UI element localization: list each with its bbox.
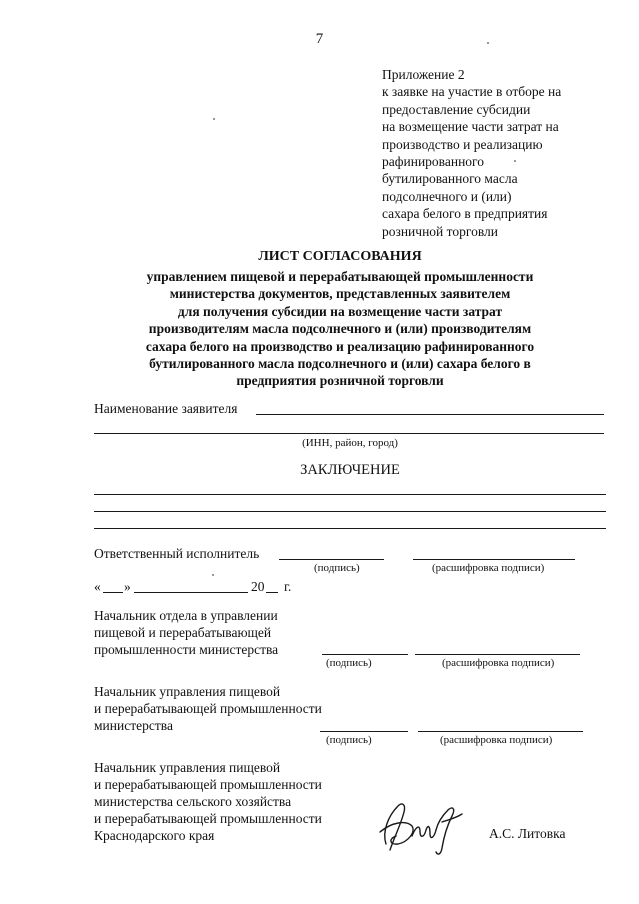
date-year-suffix: г. [284,579,292,594]
responsible-signature-field[interactable] [279,559,384,560]
admin-head-line: министерства [94,718,173,733]
responsible-label: Ответственный исполнитель [94,546,260,561]
scan-speck [487,42,489,44]
scan-speck [213,118,215,120]
admin-head-title [94,683,322,734]
title-heading: ЛИСТ СОГЛАСОВАНИЯ [258,249,422,264]
signature-caption: (подпись) [326,657,372,669]
appendix-line: Приложение 2 [382,67,465,82]
document-title [40,248,639,390]
final-signer-line: и перерабатывающей промышленности [94,777,322,792]
final-signer-line: и перерабатывающей промышленности [94,811,322,826]
appendix-line: бутилированного масла [382,171,518,187]
signature-caption: (подпись) [326,734,372,746]
date-month-field[interactable] [134,592,248,593]
appendix-line: подсолнечного и (или) [382,188,512,204]
scan-speck [212,574,214,576]
appendix-note [382,66,561,240]
scan-speck [514,160,516,162]
dept-head-line: промышленности министерства [94,642,279,657]
final-signer-line: Начальник управления пищевой [94,760,281,775]
appendix-line: розничной торговли [382,223,498,239]
date-close-quote: » [124,579,131,594]
applicant-name-field-continued[interactable] [94,433,604,434]
title-line: управлением пищевой и перерабатывающей промышленности [146,269,534,284]
applicant-caption: (ИНН, район, город) [302,437,398,449]
date-day-field[interactable] [103,592,123,593]
conclusion-line[interactable] [94,511,606,512]
admin-head-decode-field[interactable] [418,731,583,732]
admin-head-line: Начальник управления пищевой [94,684,281,699]
handwritten-signature [372,792,467,862]
title-line: для получения субсидии на возмещение части затрат [177,303,503,319]
signature-caption: (подпись) [314,562,360,574]
date-year-field[interactable] [266,592,278,593]
appendix-line: на возмещение части затрат на [382,119,559,135]
title-line: министерства документов, представленных заявителем [169,286,511,302]
admin-head-signature-field[interactable] [320,731,408,732]
decode-caption: (расшифровка подписи) [432,562,545,574]
decode-caption: (расшифровка подписи) [440,734,553,746]
title-line: сахара белого на производство и реализацию рафинированного [145,338,535,354]
dept-head-title [94,607,278,658]
conclusion-heading: ЗАКЛЮЧЕНИЕ [300,462,400,478]
appendix-line: сахара белого в предприятия [382,206,548,222]
title-line: предприятия розничной торговли [236,373,444,389]
dept-head-decode-field[interactable] [415,654,580,655]
title-line: производителям масла подсолнечного и (или) производителям [148,321,532,337]
final-signer-line: Краснодарского края [94,828,215,843]
appendix-line: к заявке на участие в отборе на [382,84,562,100]
appendix-line: производство и реализацию [382,136,543,152]
final-signer-name: А.С. Литовка [489,826,566,841]
dept-head-line: Начальник отдела в управлении [94,608,278,623]
final-signer-title [94,759,322,844]
date-open-quote: « [94,579,101,594]
page-number: 7 [315,31,324,47]
conclusion-line[interactable] [94,528,606,529]
appendix-line: предоставление субсидии [382,101,531,117]
admin-head-line: и перерабатывающей промышленности [94,701,322,716]
dept-head-signature-field[interactable] [322,654,408,655]
decode-caption: (расшифровка подписи) [442,657,555,669]
title-line: бутилированного масла подсолнечного и (или) сахара белого в [149,356,531,372]
final-signer-line: министерства сельского хозяйства [94,794,292,809]
appendix-line: рафинированного [382,154,485,170]
dept-head-line: пищевой и перерабатывающей [94,625,272,640]
responsible-decode-field[interactable] [413,559,575,560]
applicant-name-field[interactable] [256,414,604,415]
date-year-prefix: 20 [251,579,265,594]
applicant-label: Наименование заявителя [94,401,238,416]
conclusion-line[interactable] [94,494,606,495]
